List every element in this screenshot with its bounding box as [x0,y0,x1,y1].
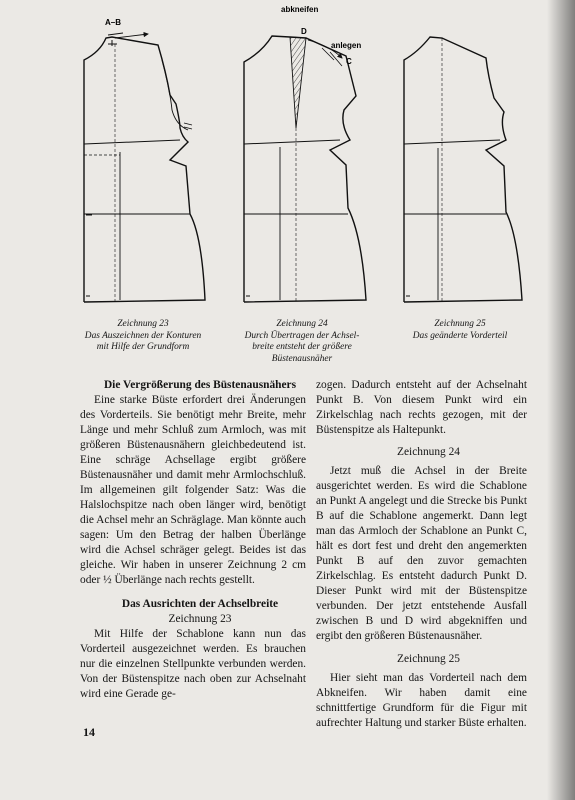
heading-achselbreite: Das Ausrichten der Achselbreite [121,598,279,610]
caption-23-line-1: Das Auszeichnen der Konturen [84,330,202,341]
caption-24-number: Zeichnung 24 [276,319,328,329]
paragraph-continued: zogen. Dadurch entsteht auf der Achselnaht Punkt B. Von diesem Punkt wird ein Zirkelschlag nach rechts gezogen, mit der Büstenspitze als Haltepunkt. [316,379,527,436]
label-anlegen: anlegen [331,41,362,50]
label-c: C [346,57,352,66]
right-column [316,378,527,731]
drawing-24 [244,36,366,302]
caption-25-number: Zeichnung 25 [434,319,486,329]
caption-24-line-1: Durch Übertragen der Achsel- [244,330,360,341]
caption-23-line-2: mit Hilfe der Grundform [96,342,190,352]
label-d: D [301,27,307,36]
label-abkneifen: abkneifen [281,5,319,14]
subheading-zeichnung-23: Zeichnung 23 [168,613,232,625]
paragraph-zeichnung-23: Mit Hilfe der Schablone kann nun das Vorderteil ausgezeichnet werden. Es brauchen nur die einzelnen Stellpunkte verbunden werden. Von der Büstenspitze nach oben zur Achselnaht wird eine Gerade ge- [80,628,306,700]
heading-buestenausnaeher: Die Vergrößerung des Büstenausnähers [103,379,297,391]
caption-25 [390,319,530,342]
caption-23 [68,319,218,354]
caption-24-line-2: breite entsteht der größere [252,342,352,352]
subheading-zeichnung-25: Zeichnung 25 [397,653,460,665]
left-column [80,378,306,702]
drawing-23 [84,33,205,302]
caption-23-number: Zeichnung 23 [117,319,169,329]
caption-24-line-3: Büstenausnäher [271,353,333,364]
page-number: 14 [83,725,95,739]
subheading-zeichnung-24: Zeichnung 24 [397,446,460,458]
caption-24 [232,319,372,365]
paragraph-zeichnung-25: Hier sieht man das Vorderteil nach dem Abkneifen. Wir haben damit eine schnittfertige Grundform für die Figur mit aufrechter Haltung und starker Büste erhalten. [316,672,527,729]
label-a-b: A–B [105,18,122,27]
paragraph-zeichnung-24: Jetzt muß die Achsel in der Breite ausgerichtet werden. Es wird die Schablone an Punkt A angelegt und die Strecke bis Punkt B auf die Schablone angemerkt. Dann legt man das Armloch der Schablone an Punkt C, hält es dort fest und dreht den angemerkten Punkt B auf den zuvor gemachten Zirkelschlag. Es entsteht dadurch Punkt D. Dieser Punkt wird mit der Büstenspitze verbunden. Der jetzt entstehende Ausfall zwischen B und D wird abgekniffen und ergibt den größeren Büstenausnäher. [316,465,527,642]
paragraph-intro: Eine starke Büste erfordert drei Änderungen des Vorderteils. Sie benötigt mehr Breite, mehr Länge und mehr Schluß zum Armloch, was mit größeren Büstenausnähern gleichbedeutend ist. Eine schräge Achsellage ergibt größere Büstenausnäher und damit mehr Armlochschluß. Im allgemeinen gilt folgender Satz: Was die Halslochspitze nach oben länger wird, benötigt die Achsel mehr an Schräglage. Man könnte auch sagen: Um den Betrag der halben Überlänge wird die Achsel schräger gelegt. Beides ist das gleiche. Wir haben in unserer Zeichnung 2 cm oder ½ Überlänge nach rechts gestellt. [80,394,306,586]
drawing-25 [404,37,522,302]
caption-25-line-1: Das geänderte Vorderteil [412,330,508,341]
